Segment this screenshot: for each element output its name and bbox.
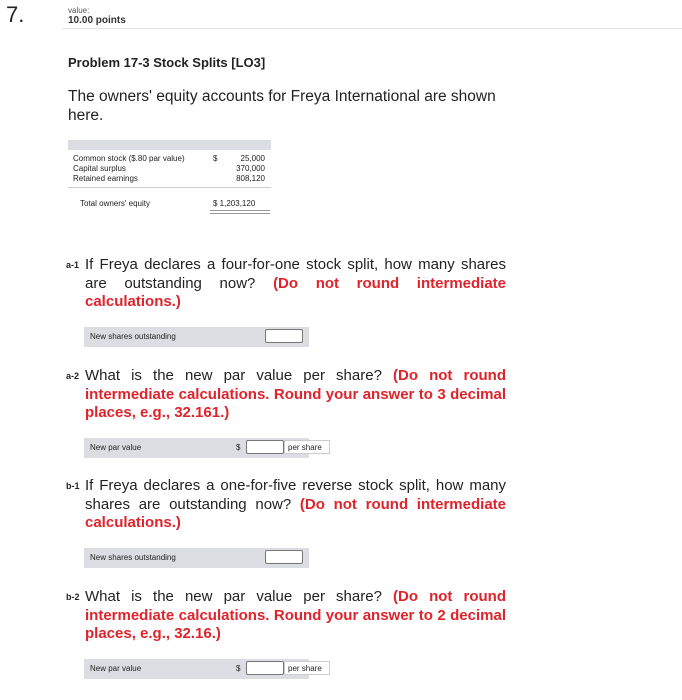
question-instruction: (Do not round intermediate calculations. Round your answer to 3 decimal places, e.g., 32.161.) [85,367,506,421]
answer-row-b1 [84,548,309,568]
equity-total-amount: $ 1,203,120 [213,199,256,208]
new-shares-outstanding-input[interactable] [265,329,303,343]
value-label: value: [68,6,90,15]
question-b2 [66,588,506,644]
answer-label: New par value [90,664,142,673]
question-instruction: (Do not round intermediate calculations.) [85,495,506,531]
question-tag: b-1 [66,481,80,491]
equity-row-label: Retained earnings [73,174,138,183]
problem-intro: The owners' equity accounts for Freya International are shown here. [68,88,496,124]
dollar-sign: $ [236,664,241,673]
answer-row-b2 [84,659,322,679]
question-prompt: If Freya declares a four-for-one stock split, how many shares are outstanding now? [85,256,506,292]
question-a2 [66,367,506,423]
question-instruction: (Do not round intermediate calculations. Round your answer to 2 decimal places, e.g., 32.16.) [85,588,506,642]
dollar-sign: $ [236,443,241,452]
question-text [85,588,506,644]
equity-table [68,140,271,220]
header-divider [62,28,682,29]
unit-label: per share [284,440,330,454]
equity-row-label: Capital surplus [73,164,126,173]
answer-label: New shares outstanding [90,553,176,562]
equity-row-amount: 808,120 [236,174,265,183]
equity-total-label: Total owners' equity [80,199,151,208]
question-tag: b-2 [66,592,80,602]
question-text [85,367,506,423]
answer-row-a2 [84,438,322,458]
question-number: 7. [6,2,25,27]
double-underline [210,213,270,214]
new-par-value-input[interactable] [246,661,284,675]
new-shares-outstanding-input[interactable] [265,550,303,564]
question-prompt: What is the new par value per share? [85,588,382,605]
problem-title: Problem 17-3 Stock Splits [LO3] [68,55,266,70]
equity-row-dollar: $ [213,154,218,163]
unit-label: per share [284,661,330,675]
question-text [85,256,506,312]
double-underline [210,210,270,211]
question-text [85,477,506,533]
question-instruction: (Do not round intermediate calculations.) [85,274,507,310]
equity-row-amount: 370,000 [236,164,265,173]
equity-row-amount: 25,000 [240,154,265,163]
question-prompt: If Freya declares a one-for-five reverse stock split, how many shares are outstanding now? [85,477,506,513]
answer-label: New shares outstanding [90,332,176,341]
equity-row-label: Common stock ($.80 par value) [73,154,185,163]
question-b1 [66,477,506,533]
equity-table-header [68,140,271,150]
new-par-value-input[interactable] [246,440,284,454]
question-prompt: What is the new par value per share? [85,367,382,384]
question-tag: a-1 [66,260,80,270]
question-tag: a-2 [66,371,80,381]
question-a1 [66,256,506,312]
points-value: 10.00 points [68,15,126,26]
answer-label: New par value [90,443,142,452]
answer-row-a1 [84,327,309,347]
